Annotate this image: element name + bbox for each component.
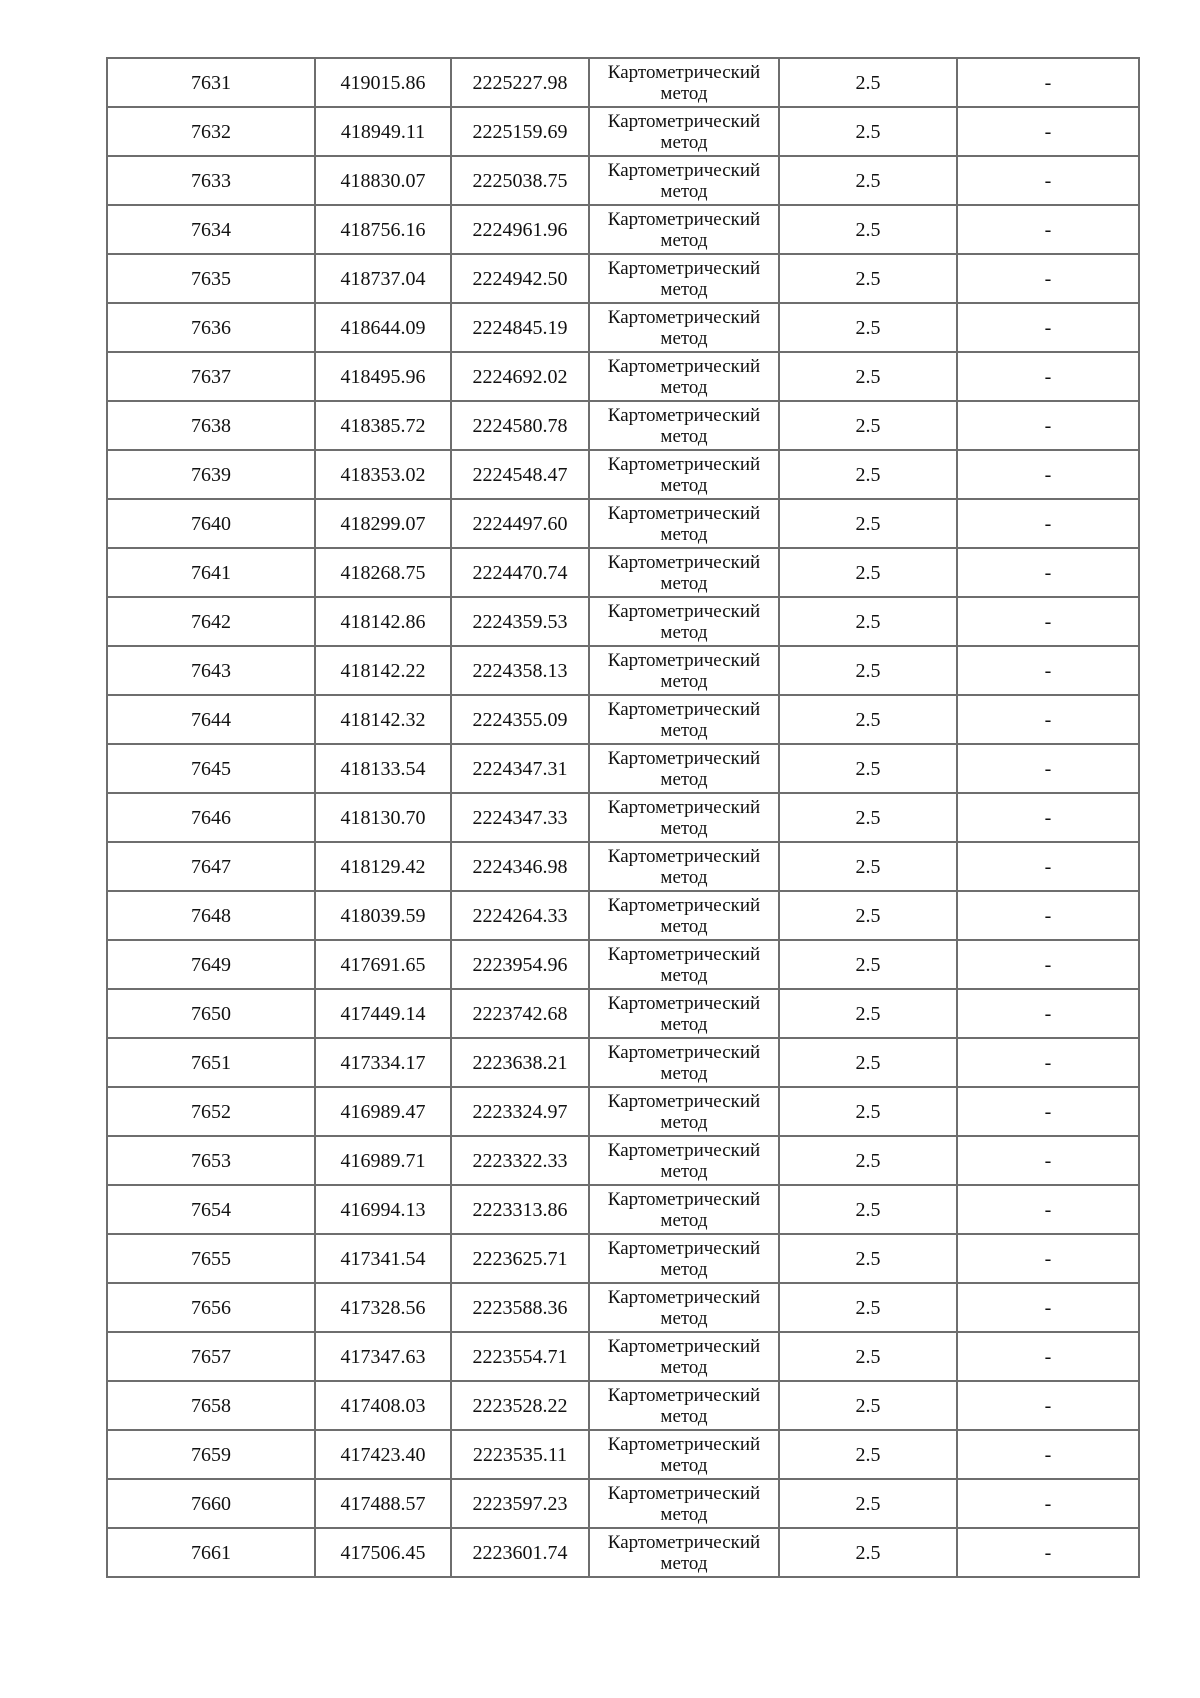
- y-coordinate-cell: 2224347.33: [451, 793, 589, 842]
- point-number-cell: 7639: [107, 450, 315, 499]
- method-text: Картометрический метод: [607, 1090, 761, 1133]
- table-row: [107, 205, 1139, 254]
- accuracy-cell: 2.5: [779, 303, 957, 352]
- method-text: Картометрический метод: [607, 1139, 761, 1182]
- method-cell: [589, 989, 779, 1038]
- x-coordinate-cell: 418353.02: [315, 450, 451, 499]
- note-cell: -: [957, 695, 1139, 744]
- x-coordinate-cell: 417488.57: [315, 1479, 451, 1528]
- method-text: Картометрический метод: [607, 110, 761, 153]
- x-coordinate-cell: 416989.47: [315, 1087, 451, 1136]
- method-text: Картометрический метод: [607, 453, 761, 496]
- point-number-cell: 7649: [107, 940, 315, 989]
- y-coordinate-cell: 2224264.33: [451, 891, 589, 940]
- x-coordinate-cell: 418737.04: [315, 254, 451, 303]
- method-text: Картометрический метод: [607, 1335, 761, 1378]
- x-coordinate-cell: 417506.45: [315, 1528, 451, 1577]
- y-coordinate-cell: 2224347.31: [451, 744, 589, 793]
- method-cell: [589, 303, 779, 352]
- y-coordinate-cell: 2223588.36: [451, 1283, 589, 1332]
- accuracy-cell: 2.5: [779, 793, 957, 842]
- point-number-cell: 7637: [107, 352, 315, 401]
- method-cell: [589, 744, 779, 793]
- method-text: Картометрический метод: [607, 649, 761, 692]
- method-cell: [589, 1332, 779, 1381]
- x-coordinate-cell: 419015.86: [315, 58, 451, 107]
- table-row: [107, 744, 1139, 793]
- y-coordinate-cell: 2223313.86: [451, 1185, 589, 1234]
- note-cell: -: [957, 597, 1139, 646]
- method-cell: [589, 842, 779, 891]
- point-number-cell: 7644: [107, 695, 315, 744]
- method-text: Картометрический метод: [607, 1041, 761, 1084]
- x-coordinate-cell: 416994.13: [315, 1185, 451, 1234]
- point-number-cell: 7654: [107, 1185, 315, 1234]
- method-text: Картометрический метод: [607, 600, 761, 643]
- method-cell: [589, 793, 779, 842]
- accuracy-cell: 2.5: [779, 156, 957, 205]
- accuracy-cell: 2.5: [779, 1185, 957, 1234]
- point-number-cell: 7658: [107, 1381, 315, 1430]
- accuracy-cell: 2.5: [779, 989, 957, 1038]
- point-number-cell: 7643: [107, 646, 315, 695]
- y-coordinate-cell: 2223324.97: [451, 1087, 589, 1136]
- y-coordinate-cell: 2223625.71: [451, 1234, 589, 1283]
- point-number-cell: 7633: [107, 156, 315, 205]
- note-cell: -: [957, 58, 1139, 107]
- table-row: [107, 1136, 1139, 1185]
- point-number-cell: 7648: [107, 891, 315, 940]
- note-cell: -: [957, 1479, 1139, 1528]
- point-number-cell: 7647: [107, 842, 315, 891]
- note-cell: -: [957, 842, 1139, 891]
- point-number-cell: 7659: [107, 1430, 315, 1479]
- y-coordinate-cell: 2225038.75: [451, 156, 589, 205]
- method-cell: [589, 1430, 779, 1479]
- note-cell: -: [957, 1234, 1139, 1283]
- method-cell: [589, 401, 779, 450]
- coordinates-table: [106, 57, 1140, 1578]
- table-row: [107, 1283, 1139, 1332]
- note-cell: -: [957, 1136, 1139, 1185]
- method-cell: [589, 1283, 779, 1332]
- x-coordinate-cell: 417691.65: [315, 940, 451, 989]
- accuracy-cell: 2.5: [779, 450, 957, 499]
- note-cell: -: [957, 450, 1139, 499]
- x-coordinate-cell: 417408.03: [315, 1381, 451, 1430]
- x-coordinate-cell: 418129.42: [315, 842, 451, 891]
- method-text: Картометрический метод: [607, 894, 761, 937]
- x-coordinate-cell: 418130.70: [315, 793, 451, 842]
- method-text: Картометрический метод: [607, 845, 761, 888]
- method-text: Картометрический метод: [607, 1531, 761, 1574]
- y-coordinate-cell: 2224359.53: [451, 597, 589, 646]
- method-text: Картометрический метод: [607, 698, 761, 741]
- y-coordinate-cell: 2224497.60: [451, 499, 589, 548]
- table-row: [107, 107, 1139, 156]
- table-row: [107, 1528, 1139, 1577]
- method-text: Картометрический метод: [607, 747, 761, 790]
- note-cell: -: [957, 1381, 1139, 1430]
- method-text: Картометрический метод: [607, 1286, 761, 1329]
- method-text: Картометрический метод: [607, 257, 761, 300]
- accuracy-cell: 2.5: [779, 1332, 957, 1381]
- y-coordinate-cell: 2224548.47: [451, 450, 589, 499]
- method-cell: [589, 1185, 779, 1234]
- method-cell: [589, 1136, 779, 1185]
- point-number-cell: 7640: [107, 499, 315, 548]
- x-coordinate-cell: 416989.71: [315, 1136, 451, 1185]
- accuracy-cell: 2.5: [779, 1038, 957, 1087]
- note-cell: -: [957, 352, 1139, 401]
- method-text: Картометрический метод: [607, 992, 761, 1035]
- point-number-cell: 7635: [107, 254, 315, 303]
- note-cell: -: [957, 940, 1139, 989]
- method-cell: [589, 695, 779, 744]
- accuracy-cell: 2.5: [779, 597, 957, 646]
- table-row: [107, 597, 1139, 646]
- method-text: Картометрический метод: [607, 1188, 761, 1231]
- method-cell: [589, 1234, 779, 1283]
- y-coordinate-cell: 2224358.13: [451, 646, 589, 695]
- y-coordinate-cell: 2223322.33: [451, 1136, 589, 1185]
- note-cell: -: [957, 1283, 1139, 1332]
- y-coordinate-cell: 2223954.96: [451, 940, 589, 989]
- accuracy-cell: 2.5: [779, 352, 957, 401]
- x-coordinate-cell: 417347.63: [315, 1332, 451, 1381]
- point-number-cell: 7632: [107, 107, 315, 156]
- point-number-cell: 7645: [107, 744, 315, 793]
- note-cell: -: [957, 548, 1139, 597]
- accuracy-cell: 2.5: [779, 1087, 957, 1136]
- table-row: [107, 156, 1139, 205]
- y-coordinate-cell: 2224346.98: [451, 842, 589, 891]
- method-text: Картометрический метод: [607, 208, 761, 251]
- method-text: Картометрический метод: [607, 159, 761, 202]
- table-row: [107, 254, 1139, 303]
- table-row: [107, 989, 1139, 1038]
- accuracy-cell: 2.5: [779, 499, 957, 548]
- table-row: [107, 1430, 1139, 1479]
- method-cell: [589, 646, 779, 695]
- x-coordinate-cell: 417423.40: [315, 1430, 451, 1479]
- point-number-cell: 7636: [107, 303, 315, 352]
- method-text: Картометрический метод: [607, 306, 761, 349]
- table-row: [107, 940, 1139, 989]
- accuracy-cell: 2.5: [779, 107, 957, 156]
- x-coordinate-cell: 418495.96: [315, 352, 451, 401]
- note-cell: -: [957, 156, 1139, 205]
- accuracy-cell: 2.5: [779, 891, 957, 940]
- table-row: [107, 1381, 1139, 1430]
- x-coordinate-cell: 418385.72: [315, 401, 451, 450]
- method-cell: [589, 548, 779, 597]
- x-coordinate-cell: 417449.14: [315, 989, 451, 1038]
- method-text: Картометрический метод: [607, 943, 761, 986]
- table-body: [107, 58, 1139, 1577]
- note-cell: -: [957, 303, 1139, 352]
- y-coordinate-cell: 2223597.23: [451, 1479, 589, 1528]
- method-cell: [589, 891, 779, 940]
- accuracy-cell: 2.5: [779, 1234, 957, 1283]
- point-number-cell: 7660: [107, 1479, 315, 1528]
- method-text: Картометрический метод: [607, 502, 761, 545]
- point-number-cell: 7657: [107, 1332, 315, 1381]
- note-cell: -: [957, 1430, 1139, 1479]
- y-coordinate-cell: 2224845.19: [451, 303, 589, 352]
- method-cell: [589, 1479, 779, 1528]
- x-coordinate-cell: 417341.54: [315, 1234, 451, 1283]
- point-number-cell: 7650: [107, 989, 315, 1038]
- y-coordinate-cell: 2225227.98: [451, 58, 589, 107]
- table-row: [107, 499, 1139, 548]
- method-text: Картометрический метод: [607, 1482, 761, 1525]
- method-cell: [589, 597, 779, 646]
- point-number-cell: 7641: [107, 548, 315, 597]
- method-cell: [589, 156, 779, 205]
- note-cell: -: [957, 989, 1139, 1038]
- table-row: [107, 1087, 1139, 1136]
- point-number-cell: 7655: [107, 1234, 315, 1283]
- note-cell: -: [957, 107, 1139, 156]
- accuracy-cell: 2.5: [779, 1381, 957, 1430]
- table-row: [107, 1234, 1139, 1283]
- note-cell: -: [957, 205, 1139, 254]
- table-row: [107, 793, 1139, 842]
- note-cell: -: [957, 793, 1139, 842]
- accuracy-cell: 2.5: [779, 254, 957, 303]
- x-coordinate-cell: 418268.75: [315, 548, 451, 597]
- point-number-cell: 7653: [107, 1136, 315, 1185]
- y-coordinate-cell: 2223601.74: [451, 1528, 589, 1577]
- note-cell: -: [957, 646, 1139, 695]
- table-row: [107, 1332, 1139, 1381]
- accuracy-cell: 2.5: [779, 695, 957, 744]
- table-row: [107, 1038, 1139, 1087]
- table-row: [107, 352, 1139, 401]
- method-cell: [589, 254, 779, 303]
- accuracy-cell: 2.5: [779, 548, 957, 597]
- table-row: [107, 303, 1139, 352]
- x-coordinate-cell: 418133.54: [315, 744, 451, 793]
- method-text: Картометрический метод: [607, 796, 761, 839]
- table-row: [107, 548, 1139, 597]
- accuracy-cell: 2.5: [779, 205, 957, 254]
- method-cell: [589, 1038, 779, 1087]
- table-row: [107, 891, 1139, 940]
- accuracy-cell: 2.5: [779, 744, 957, 793]
- method-text: Картометрический метод: [607, 61, 761, 104]
- method-cell: [589, 1087, 779, 1136]
- y-coordinate-cell: 2224942.50: [451, 254, 589, 303]
- method-cell: [589, 1381, 779, 1430]
- point-number-cell: 7646: [107, 793, 315, 842]
- point-number-cell: 7656: [107, 1283, 315, 1332]
- point-number-cell: 7661: [107, 1528, 315, 1577]
- y-coordinate-cell: 2223554.71: [451, 1332, 589, 1381]
- y-coordinate-cell: 2223528.22: [451, 1381, 589, 1430]
- table-row: [107, 842, 1139, 891]
- accuracy-cell: 2.5: [779, 940, 957, 989]
- note-cell: -: [957, 254, 1139, 303]
- method-text: Картометрический метод: [607, 1384, 761, 1427]
- x-coordinate-cell: 418142.32: [315, 695, 451, 744]
- note-cell: -: [957, 499, 1139, 548]
- y-coordinate-cell: 2224580.78: [451, 401, 589, 450]
- accuracy-cell: 2.5: [779, 401, 957, 450]
- x-coordinate-cell: 417328.56: [315, 1283, 451, 1332]
- accuracy-cell: 2.5: [779, 1430, 957, 1479]
- x-coordinate-cell: 418756.16: [315, 205, 451, 254]
- x-coordinate-cell: 418644.09: [315, 303, 451, 352]
- y-coordinate-cell: 2225159.69: [451, 107, 589, 156]
- accuracy-cell: 2.5: [779, 646, 957, 695]
- table-row: [107, 1185, 1139, 1234]
- y-coordinate-cell: 2223535.11: [451, 1430, 589, 1479]
- x-coordinate-cell: 418830.07: [315, 156, 451, 205]
- note-cell: -: [957, 1528, 1139, 1577]
- x-coordinate-cell: 417334.17: [315, 1038, 451, 1087]
- method-cell: [589, 205, 779, 254]
- y-coordinate-cell: 2224692.02: [451, 352, 589, 401]
- method-cell: [589, 940, 779, 989]
- point-number-cell: 7631: [107, 58, 315, 107]
- note-cell: -: [957, 744, 1139, 793]
- table-row: [107, 1479, 1139, 1528]
- note-cell: -: [957, 891, 1139, 940]
- note-cell: -: [957, 401, 1139, 450]
- method-text: Картометрический метод: [607, 551, 761, 594]
- x-coordinate-cell: 418142.86: [315, 597, 451, 646]
- note-cell: -: [957, 1038, 1139, 1087]
- table-row: [107, 450, 1139, 499]
- y-coordinate-cell: 2223638.21: [451, 1038, 589, 1087]
- method-cell: [589, 352, 779, 401]
- method-cell: [589, 107, 779, 156]
- accuracy-cell: 2.5: [779, 1479, 957, 1528]
- method-text: Картометрический метод: [607, 404, 761, 447]
- note-cell: -: [957, 1087, 1139, 1136]
- y-coordinate-cell: 2223742.68: [451, 989, 589, 1038]
- accuracy-cell: 2.5: [779, 1528, 957, 1577]
- x-coordinate-cell: 418949.11: [315, 107, 451, 156]
- y-coordinate-cell: 2224355.09: [451, 695, 589, 744]
- table-row: [107, 401, 1139, 450]
- point-number-cell: 7651: [107, 1038, 315, 1087]
- point-number-cell: 7638: [107, 401, 315, 450]
- method-cell: [589, 450, 779, 499]
- method-text: Картометрический метод: [607, 1433, 761, 1476]
- accuracy-cell: 2.5: [779, 1136, 957, 1185]
- y-coordinate-cell: 2224470.74: [451, 548, 589, 597]
- note-cell: -: [957, 1185, 1139, 1234]
- note-cell: -: [957, 1332, 1139, 1381]
- method-cell: [589, 58, 779, 107]
- point-number-cell: 7652: [107, 1087, 315, 1136]
- accuracy-cell: 2.5: [779, 1283, 957, 1332]
- method-cell: [589, 1528, 779, 1577]
- x-coordinate-cell: 418142.22: [315, 646, 451, 695]
- table-row: [107, 695, 1139, 744]
- table-row: [107, 58, 1139, 107]
- point-number-cell: 7642: [107, 597, 315, 646]
- table-row: [107, 646, 1139, 695]
- method-cell: [589, 499, 779, 548]
- x-coordinate-cell: 418039.59: [315, 891, 451, 940]
- y-coordinate-cell: 2224961.96: [451, 205, 589, 254]
- method-text: Картометрический метод: [607, 355, 761, 398]
- accuracy-cell: 2.5: [779, 842, 957, 891]
- point-number-cell: 7634: [107, 205, 315, 254]
- method-text: Картометрический метод: [607, 1237, 761, 1280]
- x-coordinate-cell: 418299.07: [315, 499, 451, 548]
- accuracy-cell: 2.5: [779, 58, 957, 107]
